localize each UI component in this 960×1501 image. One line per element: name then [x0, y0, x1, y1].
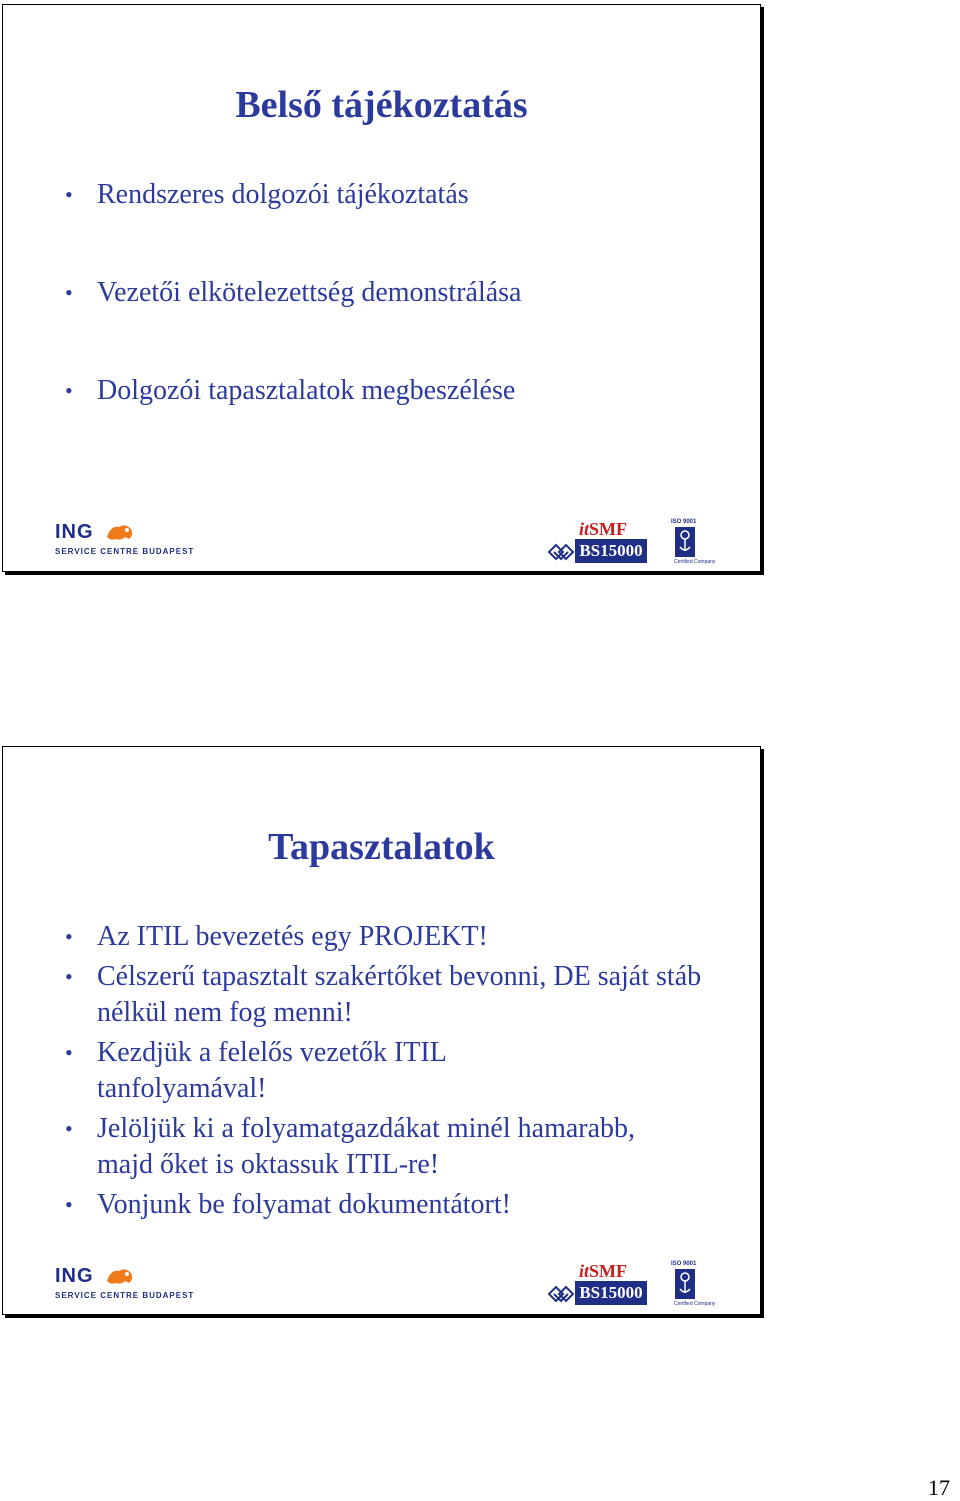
- bullet-list: [65, 177, 521, 409]
- bullet-item: • Az ITIL bevezetés egy PROJEKT!: [65, 919, 715, 955]
- bullet-list: [65, 919, 715, 1223]
- dnv-emblem-icon: [675, 527, 695, 557]
- bullet-item: • Rendszeres dolgozói tájékoztatás: [65, 177, 521, 213]
- dnv-emblem-icon: [675, 1269, 695, 1299]
- ing-logo: ING SERVICE CENTRE BUDAPEST: [55, 521, 195, 556]
- bullet-item: • Jelöljük ki a folyamatgazdákat minél hamarabb, majd őket is oktassuk ITIL-re!: [65, 1111, 697, 1183]
- slide-belso-tajekoztatas: [2, 4, 761, 572]
- iso-dnv-logo: ISO 9001 Certified Company: [671, 1261, 716, 1307]
- slide-title: Belső tájékoztatás: [235, 84, 528, 126]
- lion-icon: [105, 521, 135, 543]
- bullet-item: • Vezetői elkötelezettség demonstrálása: [65, 275, 521, 311]
- bullet-item: • Vonjunk be folyamat dokumentátort!: [65, 1187, 715, 1223]
- page-number: 17: [928, 1475, 950, 1500]
- slide-tapasztalatok: [2, 746, 761, 1315]
- itsmf-bs15000-logo: itSMF BS15000: [547, 1261, 657, 1311]
- bullet-item: • Dolgozói tapasztalatok megbeszélése: [65, 373, 521, 409]
- itsmf-bs15000-logo: itSMF BS15000: [547, 519, 657, 569]
- slide-title: Tapasztalatok: [268, 826, 495, 868]
- lion-icon: [105, 1265, 135, 1287]
- bullet-item: • Kezdjük a felelős vezetők ITIL tanfolyamával!: [65, 1035, 557, 1107]
- ing-logo: ING SERVICE CENTRE BUDAPEST: [55, 1265, 195, 1300]
- iso-dnv-logo: ISO 9001 Certified Company: [671, 519, 716, 565]
- bullet-item: • Célszerű tapasztalt szakértőket bevonni, DE saját stáb nélkül nem fog menni!: [65, 959, 715, 1031]
